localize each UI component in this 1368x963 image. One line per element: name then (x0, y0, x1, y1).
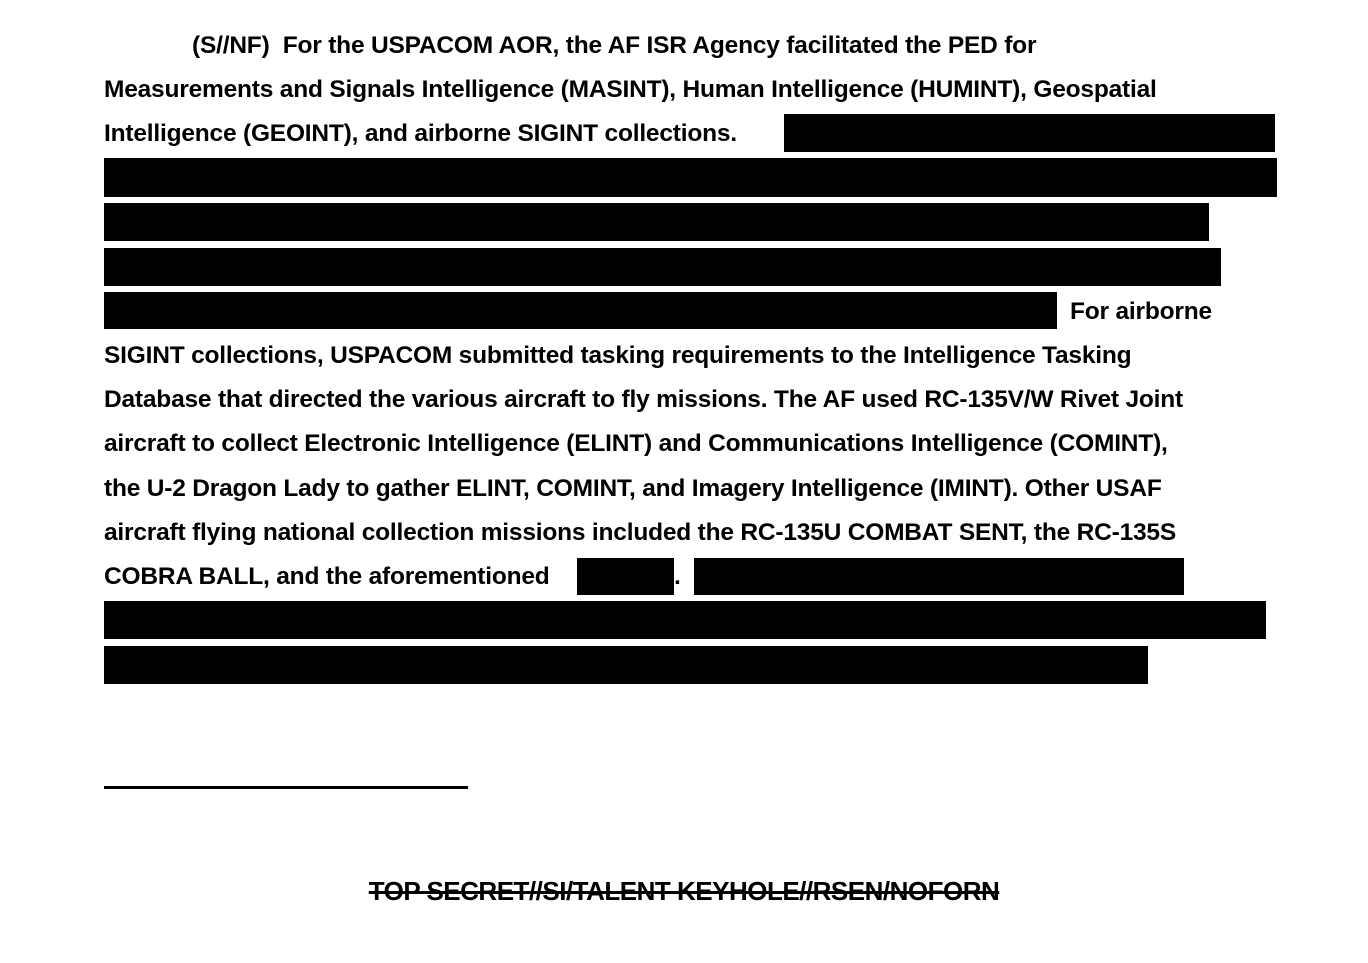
redaction-block (104, 601, 1266, 639)
paragraph-line-2: Measurements and Signals Intelligence (MASINT), Human Intelligence (HUMINT), Geospatial (104, 76, 1157, 103)
line-13-period: . (674, 563, 681, 590)
line-1-text: For the USPACOM AOR, the AF ISR Agency facilitated the PED for (282, 32, 1037, 59)
redaction-block (104, 248, 1221, 286)
redaction-block (104, 292, 1057, 329)
classification-banner: TOP SECRET//SI/TALENT KEYHOLE//RSEN/NOFORN (368, 876, 1000, 906)
paragraph-line-1 (192, 31, 1036, 61)
line-13-text: COBRA BALL, and the aforementioned (104, 563, 550, 590)
paragraph-line-7: For airborne (1070, 298, 1212, 325)
redaction-block (104, 646, 1148, 684)
paragraph-line-3: Intelligence (GEOINT), and airborne SIGINT collections. (104, 120, 737, 147)
redaction-block (104, 158, 1277, 197)
classification-marking: (S//NF) (192, 32, 270, 59)
paragraph-line-10: aircraft to collect Electronic Intelligence (ELINT) and Communications Intelligence (COMINT), (104, 430, 1168, 457)
redaction-block (784, 114, 1275, 152)
redaction-block (694, 558, 1184, 595)
paragraph-line-8: SIGINT collections, USPACOM submitted tasking requirements to the Intelligence Tasking (104, 342, 1132, 369)
paragraph-line-12: aircraft flying national collection missions included the RC-135U COMBAT SENT, the RC-135S (104, 519, 1176, 546)
redaction-block (104, 203, 1209, 241)
redaction-block (577, 558, 674, 595)
paragraph-line-13 (104, 562, 550, 592)
footnote-separator (104, 786, 468, 789)
paragraph-line-11: the U-2 Dragon Lady to gather ELINT, COMINT, and Imagery Intelligence (IMINT). Other USAF (104, 475, 1162, 502)
paragraph-line-9: Database that directed the various aircraft to fly missions. The AF used RC-135V/W Rivet Joint (104, 386, 1183, 413)
